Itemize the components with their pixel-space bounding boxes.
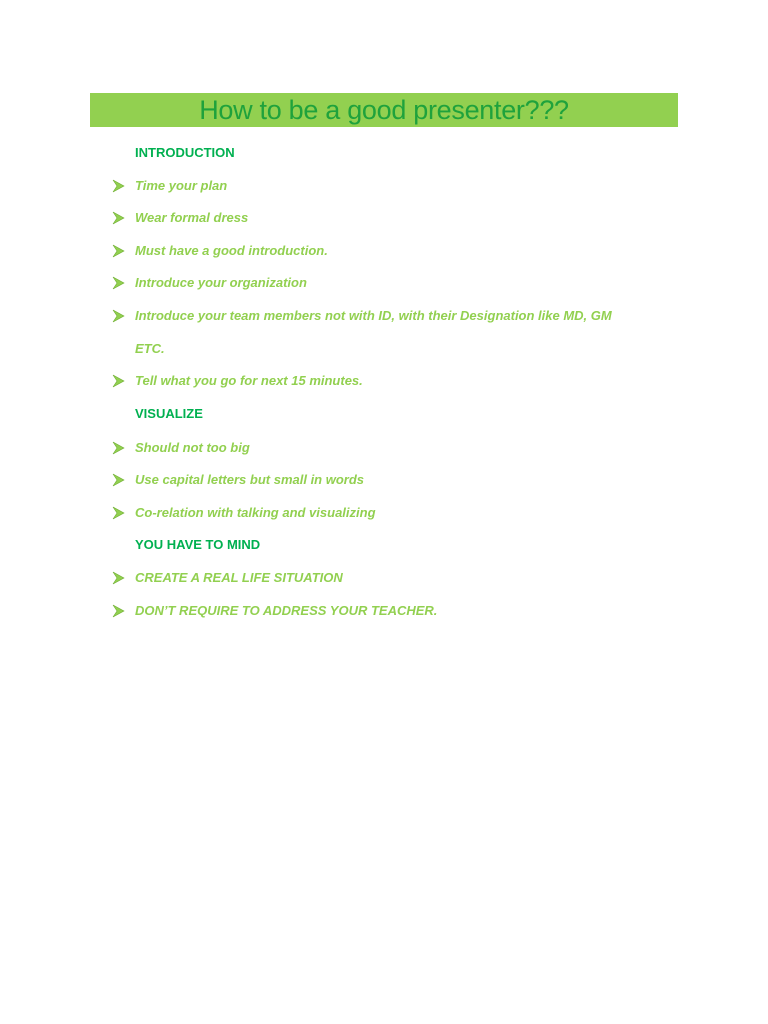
- list-item-continuation: ETC.: [135, 341, 165, 356]
- list-item: Should not too big: [135, 440, 250, 455]
- list-item: Use capital letters but small in words: [135, 472, 365, 487]
- list-item: Wear formal dress: [135, 210, 249, 225]
- section-heading-visualize: VISUALIZE: [135, 406, 203, 421]
- arrowhead-bullet-icon: [112, 373, 126, 389]
- arrowhead-bullet-icon: [112, 243, 126, 259]
- arrowhead-bullet-icon: [112, 570, 126, 586]
- list-item: Must have a good introduction.: [135, 243, 328, 258]
- arrowhead-bullet-icon: [112, 178, 126, 194]
- list-item: Tell what you go for next 15 minutes.: [135, 373, 363, 388]
- arrowhead-bullet-icon: [112, 308, 126, 324]
- section-heading-you-have-to-mind: YOU HAVE TO MIND: [135, 537, 261, 552]
- arrowhead-bullet-icon: [112, 472, 126, 488]
- arrowhead-bullet-icon: [112, 505, 126, 521]
- arrowhead-bullet-icon: [112, 275, 126, 291]
- list-item: CREATE A REAL LIFE SITUATION: [135, 570, 343, 585]
- arrowhead-bullet-icon: [112, 440, 126, 456]
- list-item: DON’T REQUIRE TO ADDRESS YOUR TEACHER.: [135, 603, 438, 618]
- arrowhead-bullet-icon: [112, 210, 126, 226]
- list-item: Time your plan: [135, 178, 228, 193]
- arrowhead-bullet-icon: [112, 603, 126, 619]
- title-banner: [90, 93, 678, 127]
- list-item: Introduce your organization: [135, 275, 307, 290]
- section-heading-introduction: INTRODUCTION: [135, 145, 235, 160]
- list-item: Co-relation with talking and visualizing: [135, 505, 376, 520]
- list-item: Introduce your team members not with ID, with their Designation like MD, GM: [135, 308, 612, 323]
- page-title: How to be a good presenter???: [199, 95, 569, 125]
